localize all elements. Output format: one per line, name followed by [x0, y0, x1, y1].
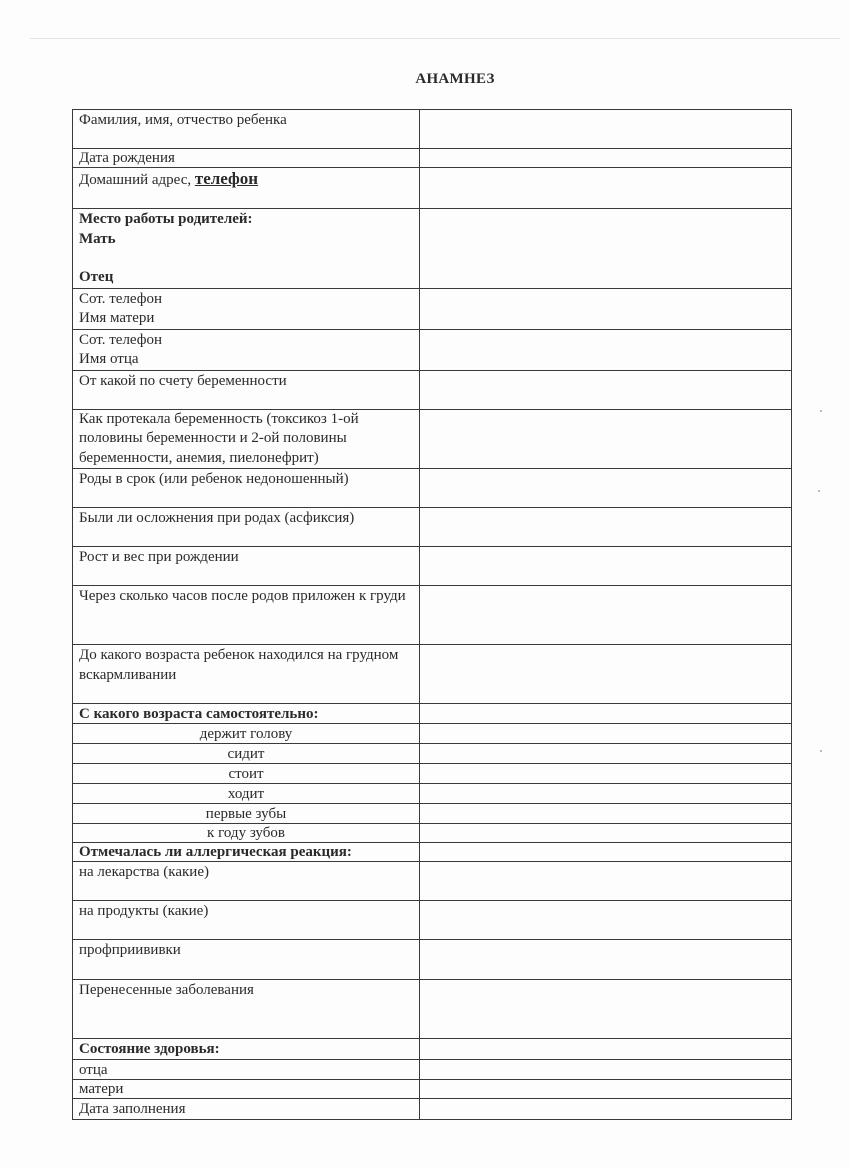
answer-field[interactable] [420, 824, 792, 843]
table-row-mother-health [73, 1080, 792, 1099]
table-row-mother-phone [73, 288, 792, 329]
answer-field[interactable] [420, 901, 792, 940]
answer-field[interactable] [420, 149, 792, 168]
label-phone: Сот. телефон [79, 331, 163, 348]
answer-field[interactable] [420, 1039, 792, 1060]
label: первые зубы [73, 804, 420, 824]
table-row-father-health [73, 1060, 792, 1080]
scan-edge-line [30, 38, 840, 39]
label: Состояние здоровья: [73, 1039, 420, 1060]
answer-field[interactable] [420, 704, 792, 724]
label [73, 168, 420, 209]
answer-field[interactable] [420, 843, 792, 862]
label-mother-name: Имя матери [79, 310, 155, 326]
table-row-allergy-food [73, 901, 792, 940]
scan-speck [818, 490, 820, 492]
table-row-fill-date [73, 1099, 792, 1120]
answer-field[interactable] [420, 724, 792, 744]
table-row-first-teeth [73, 804, 792, 824]
answer-field[interactable] [420, 645, 792, 704]
table-row-stands [73, 764, 792, 784]
label: От какой по счету беременности [73, 370, 420, 409]
answer-field[interactable] [420, 1099, 792, 1120]
label: Отмечалась ли аллергическая реакция: [73, 843, 420, 862]
table-row-parents-work [73, 209, 792, 289]
table-row-teeth-by-year [73, 824, 792, 843]
label [73, 329, 420, 370]
answer-field[interactable] [420, 209, 792, 289]
answer-field[interactable] [420, 764, 792, 784]
label-text: Домашний адрес, [79, 172, 195, 188]
label [73, 209, 420, 289]
label: отца [73, 1060, 420, 1080]
label: Рост и вес при рождении [73, 547, 420, 586]
answer-field[interactable] [420, 409, 792, 469]
label: Дата заполнения [73, 1099, 420, 1120]
label: ходит [73, 784, 420, 804]
answer-field[interactable] [420, 862, 792, 901]
table-row-pregnancy-number [73, 370, 792, 409]
document-title: АНАМНЕЗ [415, 71, 495, 87]
table-row-breast-attach [73, 586, 792, 645]
table-row-father-phone [73, 329, 792, 370]
answer-field[interactable] [420, 784, 792, 804]
label-phone: Сот. телефон [79, 290, 163, 307]
label: С какого возраста самостоятельно: [73, 704, 420, 724]
table-row-past-illnesses [73, 980, 792, 1039]
label-father-name: Имя отца [79, 351, 139, 367]
table-row-allergy-heading [73, 843, 792, 862]
table-row-birth-date [73, 149, 792, 168]
table-row-vaccinations [73, 940, 792, 980]
label: профприививки [73, 940, 420, 980]
label: к году зубов [73, 824, 420, 843]
answer-field[interactable] [420, 168, 792, 209]
label: До какого возраста ребенок находился на грудном вскармливании [73, 645, 420, 704]
table-row-holds-head [73, 724, 792, 744]
table-row-breastfeeding [73, 645, 792, 704]
answer-field[interactable] [420, 1060, 792, 1080]
label-mother: Мать [79, 230, 116, 247]
label: держит голову [73, 724, 420, 744]
label: Были ли осложнения при родах (асфиксия) [73, 508, 420, 547]
label-father: Отец [79, 269, 114, 285]
label: матери [73, 1080, 420, 1099]
answer-field[interactable] [420, 744, 792, 764]
table-row-address [73, 168, 792, 209]
table-row-milestones-heading [73, 704, 792, 724]
answer-field[interactable] [420, 547, 792, 586]
answer-field[interactable] [420, 508, 792, 547]
label: Дата рождения [73, 149, 420, 168]
anamnesis-form-table [72, 109, 792, 1120]
answer-field[interactable] [420, 940, 792, 980]
label: на лекарства (какие) [73, 862, 420, 901]
answer-field[interactable] [420, 329, 792, 370]
table-row-health-heading [73, 1039, 792, 1060]
label-heading: Место работы родителей: [79, 211, 253, 227]
answer-field[interactable] [420, 288, 792, 329]
table-row-birth-complications [73, 508, 792, 547]
table-row-walks [73, 784, 792, 804]
answer-field[interactable] [420, 980, 792, 1039]
table-row-term-birth [73, 469, 792, 508]
label [73, 288, 420, 329]
table-row-birth-height-weight [73, 547, 792, 586]
label: Роды в срок (или ребенок недоношенный) [73, 469, 420, 508]
answer-field[interactable] [420, 1080, 792, 1099]
table-row-child-name [73, 110, 792, 149]
table-row-sits [73, 744, 792, 764]
answer-field[interactable] [420, 469, 792, 508]
label-emphasis: телефон [194, 169, 259, 188]
label: Фамилия, имя, отчество ребенка [73, 110, 420, 149]
table-row-allergy-drugs [73, 862, 792, 901]
answer-field[interactable] [420, 586, 792, 645]
label: Как протекала беременность (токсикоз 1-ой половины беременности и 2-ой половины беременности, анемия, пиелонефрит) [73, 409, 420, 469]
label: Перенесенные заболевания [73, 980, 420, 1039]
answer-field[interactable] [420, 804, 792, 824]
answer-field[interactable] [420, 110, 792, 149]
answer-field[interactable] [420, 370, 792, 409]
scan-speck [820, 750, 822, 752]
label: на продукты (какие) [73, 901, 420, 940]
scan-speck [820, 410, 822, 412]
label: Через сколько часов после родов приложен к груди [73, 586, 420, 645]
table-row-pregnancy-course [73, 409, 792, 469]
label: стоит [73, 764, 420, 784]
label: сидит [73, 744, 420, 764]
